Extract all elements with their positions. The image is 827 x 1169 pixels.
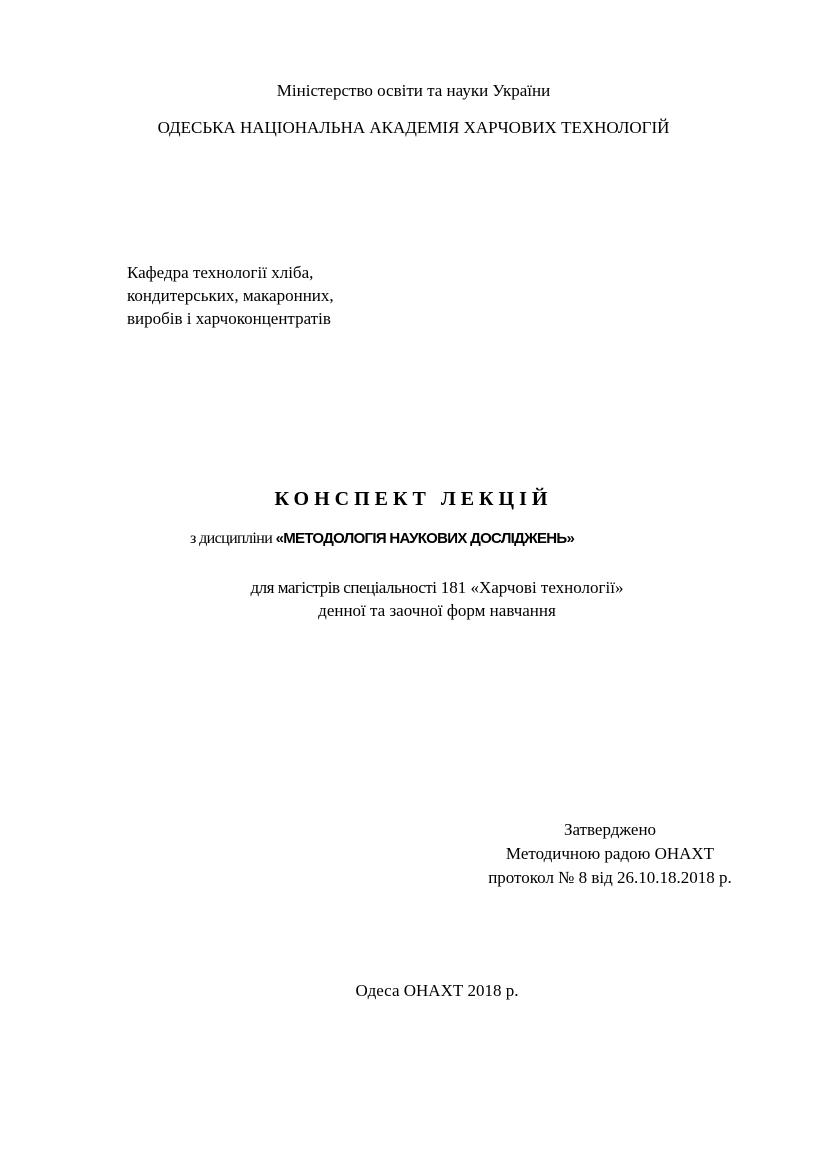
department-line: виробів і харчоконцентратів (127, 309, 331, 328)
department-line: кондитерських, макаронних, (127, 286, 334, 305)
department-block (127, 261, 334, 330)
discipline-line (190, 531, 574, 547)
ministry-heading: Міністерство освіти та науки України (276, 81, 551, 100)
approval-line: Затверджено (563, 820, 657, 839)
approval-line: протокол № 8 від 26.10.18.2018 р. (488, 868, 732, 887)
approval-block (460, 818, 760, 890)
approval-line: Методичною радою ОНАХТ (505, 844, 715, 863)
audience-prefix: для магістрів спеціальності (250, 578, 437, 597)
discipline-prefix: з дисципліни (190, 530, 276, 547)
academy-heading: ОДЕСЬКА НАЦІОНАЛЬНА АКАДЕМІЯ ХАРЧОВИХ ТЕХНОЛОГІЙ (157, 118, 670, 137)
study-form-line: денної та заочної форм навчання (318, 601, 556, 620)
audience-specialty: 181 «Харчові технології» (436, 578, 624, 597)
document-title: КОНСПЕКТ ЛЕКЦІЙ (274, 488, 553, 510)
audience-line (0, 579, 827, 596)
footer-place-year: Одеса ОНАХТ 2018 р. (355, 981, 519, 1000)
department-line: Кафедра технології хліба, (127, 263, 314, 282)
discipline-name: «МЕТОДОЛОГІЯ НАУКОВИХ ДОСЛІДЖЕНЬ» (275, 530, 575, 547)
